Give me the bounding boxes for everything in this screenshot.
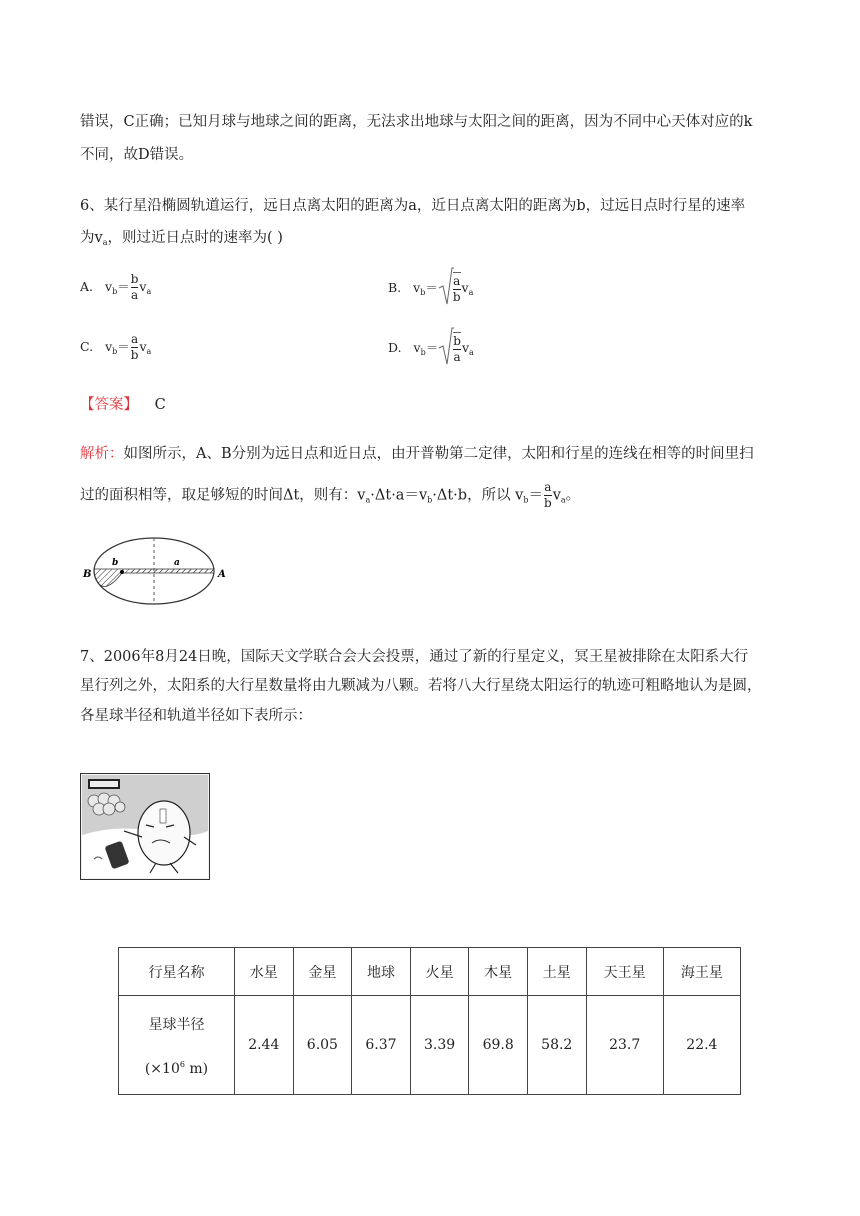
numerator: a (453, 274, 461, 288)
option-label: C. (80, 339, 94, 354)
analysis-label: 解析： (80, 446, 124, 462)
answer-value: C (154, 397, 166, 413)
table-header-cell: 木星 (469, 948, 528, 996)
table-cell: 6.37 (352, 996, 411, 1095)
fraction (131, 272, 139, 303)
table-cell: 6.05 (293, 996, 352, 1095)
table-header-cell: 火星 (410, 948, 469, 996)
table-header-cell: 金星 (293, 948, 352, 996)
subscript: b (523, 495, 529, 505)
option-b[interactable] (388, 272, 473, 305)
var: v (139, 279, 147, 294)
var: v (413, 340, 421, 355)
analysis-text: 如图所示，A、B分别为远日点和近日点，由开普勒第二定律，太阳和行星的连线在相等的时间里扫 (123, 446, 754, 462)
subscript: a (102, 238, 108, 247)
question-7-text: 各星球半径和轨道半径如下表所示： (80, 708, 312, 724)
fraction (544, 480, 552, 511)
analysis-text: ·Δt·a＝v (370, 487, 428, 504)
label-b-point: B (83, 569, 92, 580)
denominator: b (130, 348, 139, 362)
unit-text: m) (184, 1060, 209, 1077)
numerator: a (131, 332, 139, 346)
table-header-cell: 海王星 (663, 948, 740, 996)
subscript: b (112, 287, 118, 296)
fraction (131, 332, 139, 363)
analysis-text: 过的面积相等，取足够短的时间Δt，则有：v (80, 487, 366, 504)
equals: ＝ (117, 339, 130, 354)
text-line: 错误，C正确；已知月球与地球之间的距离，无法求出地球与太阳之间的距离，因为不同中心天体对应的k (80, 114, 753, 130)
var: v (552, 487, 561, 504)
var: v (413, 280, 421, 295)
subscript: a (365, 495, 371, 505)
numerator: b (453, 334, 461, 348)
planet-table (118, 947, 741, 1095)
table-header-cell: 天王星 (586, 948, 663, 996)
analysis-line (80, 480, 580, 511)
question-7-text: 7、2006年8月24日晚，国际天文学联合会大会投票，通过了新的行星定义，冥王星被排除在太阳系大行 (80, 649, 749, 665)
denominator: b (544, 496, 552, 510)
table-header-cell: 水星 (235, 948, 294, 996)
analysis-text: ·Δt·b，所以 v (432, 487, 524, 504)
denominator: a (453, 350, 461, 364)
text: ，则过近日点时的速率为( ) (107, 230, 283, 246)
analysis-line (80, 444, 754, 464)
subscript: b (112, 347, 118, 356)
numerator: b (130, 272, 139, 286)
table-cell: 2.44 (235, 996, 294, 1095)
option-label: D. (388, 340, 402, 355)
table-header-cell: 土星 (527, 948, 586, 996)
unit-text: (×10 (144, 1060, 180, 1077)
row-label-cell (119, 996, 235, 1095)
subscript: a (469, 348, 474, 357)
subscript: a (468, 288, 474, 297)
var: v (105, 279, 113, 294)
question-6-text (80, 228, 283, 253)
fraction (453, 272, 461, 305)
answer-line (80, 395, 166, 415)
sqrt (438, 272, 462, 305)
option-d[interactable] (388, 332, 474, 365)
subscript: b (420, 288, 426, 297)
question-7-text: 星行列之外，太阳系的大行星数量将由九颗减为八颗。若将八大行星绕太阳运行的轨迹可粗略地认为是圆， (80, 678, 762, 694)
subscript: a (560, 495, 566, 505)
swept-area-far (122, 569, 214, 573)
superscript: 6 (179, 1059, 185, 1069)
table-cell: 3.39 (410, 996, 469, 1095)
table-header-cell: 地球 (352, 948, 411, 996)
label-a-distance: a (174, 558, 180, 568)
equals: ＝ (425, 340, 439, 355)
table-cell: 23.7 (586, 996, 663, 1095)
label-b-distance: b (112, 558, 119, 568)
text: 为v (80, 230, 103, 246)
option-a[interactable] (80, 272, 151, 303)
option-label: B. (388, 280, 402, 295)
row-label: 星球半径 (148, 1016, 205, 1033)
table-cell: 58.2 (527, 996, 586, 1095)
table-header-row (119, 948, 741, 996)
option-label: A. (80, 279, 94, 294)
sun-point (120, 570, 124, 574)
sqrt (438, 332, 462, 365)
equals: ＝ (528, 487, 543, 504)
equals: ＝ (425, 280, 438, 295)
var: v (461, 280, 469, 295)
question-6-text: 6、某行星沿椭圆轨道运行，远日点离太阳的距离为a，近日点离太阳的距离为b，过远日点时行星的速率 (80, 198, 746, 214)
row-unit (120, 1060, 233, 1077)
orbit-ellipse-diagram (78, 535, 228, 607)
pluto-cartoon-image (80, 773, 210, 880)
table-row (119, 996, 741, 1095)
var: v (461, 340, 469, 355)
radical-sign-icon (438, 266, 454, 308)
label-a-point: A (218, 569, 226, 580)
equals: ＝ (117, 279, 130, 294)
subscript: b (427, 495, 433, 505)
numerator: a (544, 480, 552, 494)
denominator: b (452, 290, 461, 304)
var: v (139, 339, 147, 354)
subscript: a (146, 287, 152, 296)
analysis-text: 。 (565, 487, 581, 504)
radical-sign-icon (438, 326, 454, 368)
table-cell: 22.4 (663, 996, 740, 1095)
fraction (453, 332, 461, 365)
var: v (105, 339, 113, 354)
table-header-cell: 行星名称 (119, 948, 235, 996)
option-c[interactable] (80, 332, 151, 363)
table-cell: 69.8 (469, 996, 528, 1095)
subscript: a (146, 347, 152, 356)
subscript: b (420, 348, 426, 357)
denominator: a (130, 288, 139, 302)
text-line: 不同，故D错误。 (80, 147, 194, 163)
answer-label: 【答案】 (80, 397, 138, 413)
